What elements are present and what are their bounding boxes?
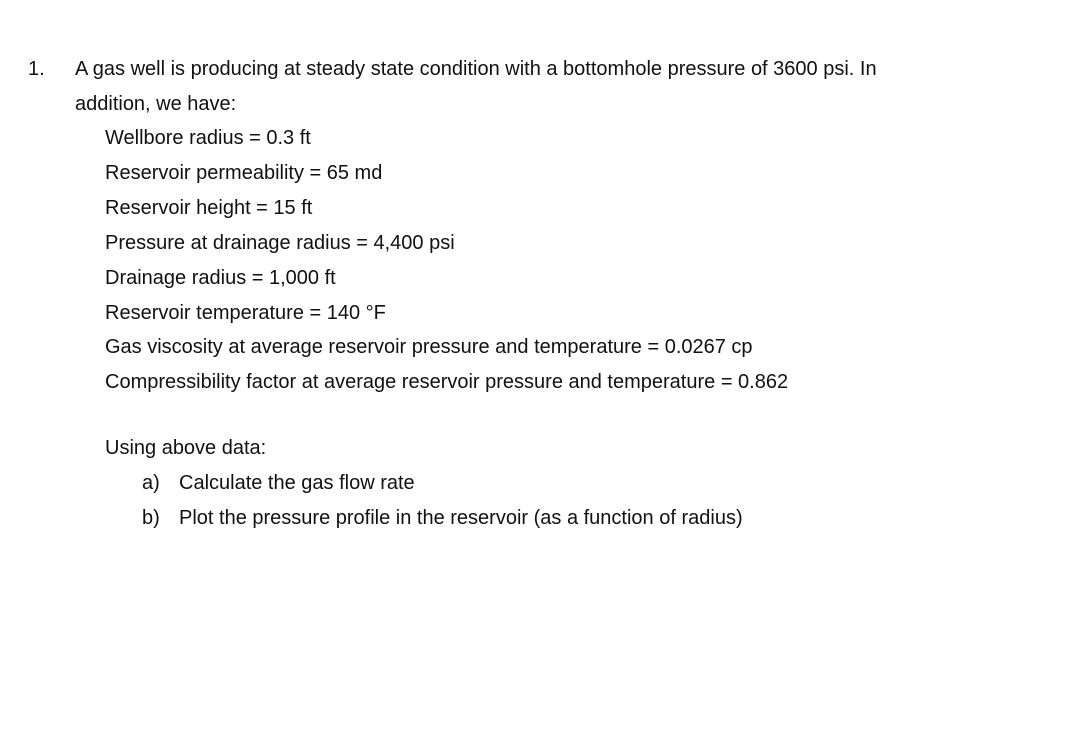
given-reservoir-temperature: Reservoir temperature = 140 °F [105,302,386,324]
given-reservoir-permeability: Reservoir permeability = 65 md [105,162,383,184]
subquestion-b-text: Plot the pressure profile in the reservoir (as a function of radius) [179,507,743,529]
subquestion-b-label: b) [142,507,160,529]
question-intro-line-2: addition, we have: [75,93,237,115]
given-wellbore-radius: Wellbore radius = 0.3 ft [105,127,311,149]
subquestion-a-label: a) [142,472,160,494]
question-intro-line-1: A gas well is producing at steady state condition with a bottomhole pressure of 3600 psi. In [75,58,877,80]
question-number: 1. [28,58,45,80]
given-drainage-pressure: Pressure at drainage radius = 4,400 psi [105,232,455,254]
subquestion-b [142,508,743,528]
given-gas-viscosity: Gas viscosity at average reservoir pressure and temperature = 0.0267 cp [105,336,753,358]
given-compressibility-factor: Compressibility factor at average reservoir pressure and temperature = 0.862 [105,371,789,393]
subquestion-a [142,473,415,493]
subquestion-a-text: Calculate the gas flow rate [179,472,415,494]
given-drainage-radius: Drainage radius = 1,000 ft [105,267,336,289]
given-reservoir-height: Reservoir height = 15 ft [105,197,313,219]
using-data-label: Using above data: [105,437,267,459]
